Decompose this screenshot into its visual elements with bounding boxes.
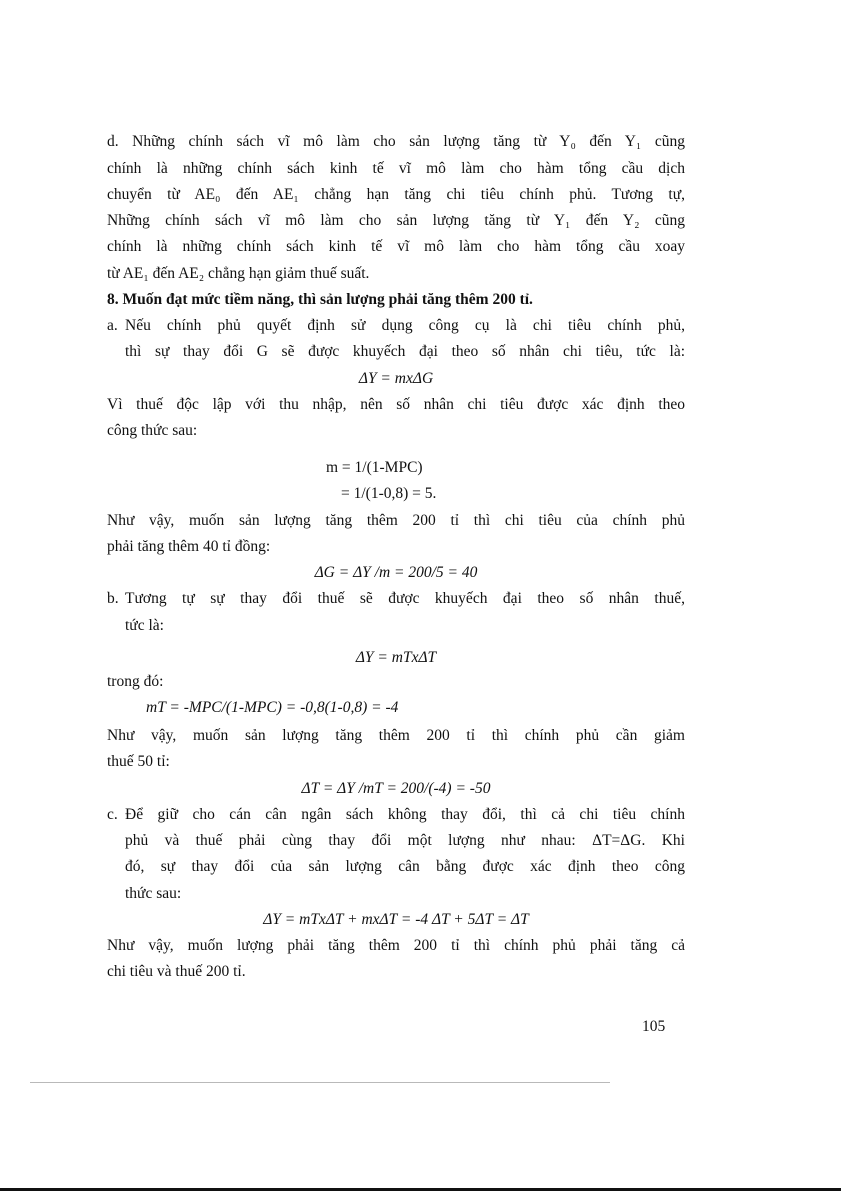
equation: ΔG = ΔY /m = 200/5 = 40: [314, 564, 478, 581]
page-number: 105: [642, 1018, 666, 1035]
text-line: Nếu chính phủ quyết định sử dụng công cụ là chi tiêu chính phủ,: [125, 317, 685, 334]
text-line: Như vậy, muốn sản lượng tăng thêm 200 tỉ thì chính phủ cần giảm: [107, 727, 685, 744]
footer-rule: [30, 1082, 610, 1083]
equation: mT = -MPC/(1-MPC) = -0,8(1-0,8) = -4: [146, 699, 399, 716]
text-line: d. Những chính sách vĩ mô làm cho sản lượng tăng từ Y₀ đến Y₁ cũng: [107, 133, 685, 150]
text-line: đó, sự thay đổi của sản lượng cân bằng được xác định theo công: [125, 858, 685, 875]
equation: ΔY = mxΔG: [358, 370, 434, 387]
text-line: tức là:: [125, 617, 164, 634]
equation: ΔT = ΔY /mT = 200/(-4) = -50: [301, 780, 491, 797]
text-line: Những chính sách vĩ mô làm cho sản lượng tăng từ Y₁ đến Y₂ cũng: [107, 212, 685, 229]
text-line: Tương tự sự thay đổi thuế sẽ được khuyếch đại theo số nhân thuế,: [125, 590, 685, 607]
equation: m = 1/(1-MPC): [326, 459, 423, 476]
text-line: Để giữ cho cán cân ngân sách không thay đổi, thì cả chi tiêu chính: [125, 806, 685, 823]
text-line: chi tiêu và thuế 200 tỉ.: [107, 963, 246, 980]
equation: ΔY = mTxΔT: [355, 649, 437, 666]
item-label-c: c.: [107, 806, 118, 823]
text-line: chính là những chính sách kinh tế vĩ mô làm cho hàm tổng cầu dịch: [107, 160, 685, 177]
text-line: từ AE₁ đến AE₂ chẳng hạn giảm thuế suất.: [107, 265, 370, 282]
text-line: thì sự thay đổi G sẽ được khuyếch đại theo số nhân chi tiêu, tức là:: [125, 343, 685, 360]
equation: ΔY = mTxΔT + mxΔT = -4 ΔT + 5ΔT = ΔT: [263, 911, 529, 928]
text-line: phủ và thuế phải cùng thay đổi một lượng như nhau: ΔT=ΔG. Khi: [125, 832, 685, 849]
text-line: Vì thuế độc lập với thu nhập, nên số nhân chi tiêu được xác định theo: [107, 396, 685, 413]
text-line: chính là những chính sách kinh tế vĩ mô làm cho hàm tổng cầu xoay: [107, 238, 685, 255]
text-line: phải tăng thêm 40 tỉ đồng:: [107, 538, 271, 555]
text-line: trong đó:: [107, 673, 164, 690]
text-line: công thức sau:: [107, 422, 198, 439]
section-heading-8: 8. Muốn đạt mức tiềm năng, thì sản lượng phải tăng thêm 200 tỉ.: [107, 291, 533, 308]
text-line: thức sau:: [125, 885, 182, 902]
item-label-a: a.: [107, 317, 118, 334]
text-line: Như vậy, muốn sản lượng tăng thêm 200 tỉ thì chi tiêu của chính phủ: [107, 512, 685, 529]
text-line: chuyển từ AE₀ đến AE₁ chẳng hạn tăng chi tiêu chính phủ. Tương tự,: [107, 186, 685, 203]
text-line: Như vậy, muốn lượng phải tăng thêm 200 tỉ thì chính phủ phải tăng cả: [107, 937, 685, 954]
equation: = 1/(1-0,8) = 5.: [341, 485, 437, 502]
item-label-b: b.: [107, 590, 119, 607]
text-line: thuế 50 tỉ:: [107, 753, 170, 770]
